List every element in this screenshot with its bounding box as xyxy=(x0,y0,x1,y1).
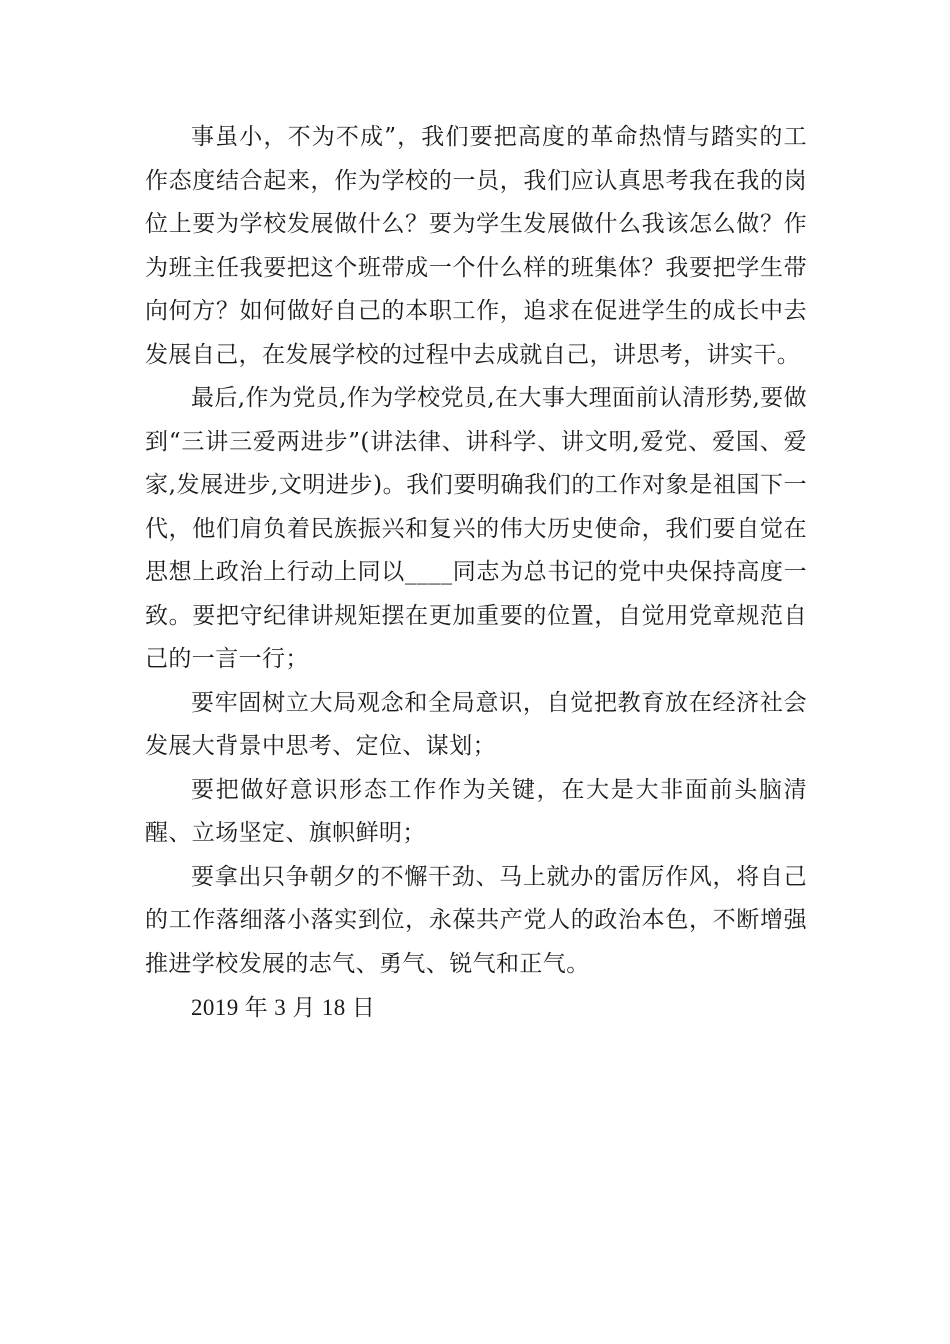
paragraph-2: 最后,作为党员,作为学校党员,在大事大理面前认清形势,要做到“三讲三爱两进步”(讲法律、讲科学、讲文明,爱党、爱国、爱家,发展进步,文明进步)。我们要明确我们的工作对象是祖国下一代，他们肩负着民族振兴和复兴的伟大历史使命，我们要自觉在思想上政治上行动上同以____同志为总书记的党中央保持高度一致。要把守纪律讲规矩摆在更加重要的位置，自觉用党章规范自己的一言一行； xyxy=(145,385,807,672)
paragraph-3: 要牢固树立大局观念和全局意识，自觉把教育放在经济社会发展大背景中思考、定位、谋划； xyxy=(145,689,807,759)
document-body xyxy=(145,116,807,1030)
paragraph-4: 要把做好意识形态工作作为关键，在大是大非面前头脑清醒、立场坚定、旗帜鲜明； xyxy=(145,776,807,846)
document-date: 2019 年 3 月 18 日 xyxy=(191,995,376,1020)
paragraph-5: 要拿出只争朝夕的不懈干劲、马上就办的雷厉作风，将自己的工作落细落小落实到位，永葆共产党人的政治本色，不断增强推进学校发展的志气、勇气、锐气和正气。 xyxy=(145,863,807,977)
paragraph-1: 事虽小，不为不成”，我们要把高度的革命热情与踏实的工作态度结合起来，作为学校的一员，我们应认真思考我在我的岗位上要为学校发展做什么？要为学生发展做什么我该怎么做？作为班主任我要把这个班带成一个什么样的班集体？我要把学生带向何方？如何做好自己的本职工作，追求在促进学生的成长中去发展自己，在发展学校的过程中去成就自己，讲思考，讲实干。 xyxy=(145,124,807,368)
